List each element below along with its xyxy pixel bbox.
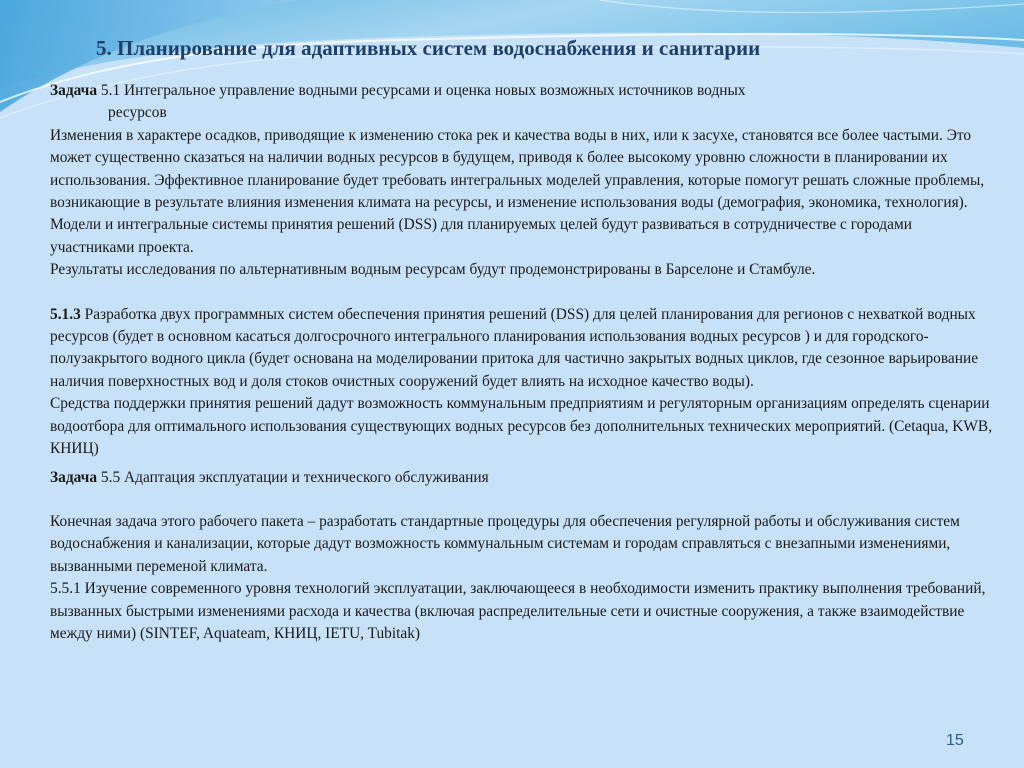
task-label: Задача	[50, 82, 98, 99]
task-5-1-results: Результаты исследования по альтернативным водным ресурсам будут продемонстрированы в Барселоне и Стамбуле.	[50, 261, 816, 279]
subtask-text: Разработка двух программных систем обеспечения принятия решений (DSS) для целей планирования для регионов с нехваткой водных ресурсов (будет в основном касаться долгосрочного интегрального планирования использования водных ресурсов ) и для городского-полузакрытого водного цикла (будет основана на моделировании притока для частично закрытых водных циклов, где сезонное варьирование наличия поверхностных вод и доля стоков очистных сооружений будет влиять на исходное качество воды).	[50, 305, 979, 390]
subtask-label: 5.1.3	[50, 305, 81, 323]
task-5-5-heading	[50, 467, 995, 489]
task-label: Задача	[50, 468, 98, 486]
subtask-5-1-3	[50, 304, 995, 394]
task-text: 5.1 Интегральное управление водными ресурсами и оценка новых возможных источников водных	[97, 82, 746, 99]
slide-body	[50, 80, 995, 645]
task-5-1-description: Изменения в характере осадков, приводящие к изменению стока рек и качества воды в них, или к засухе, становятся все более частыми. Это может существенно сказаться на наличии водных ресурсов в будущем, приводя к более высокому уровню сложности в планировании их использования. Эффективное планирование будет требовать интегральных моделей управления, которые помогут решать сложные проблемы, возникающие в результате влияния изменения климата на ресурсы, и изменение использования воды (демография, экономика, технология). Модели и интегральные системы принятия решений (DSS) для планируемых целей будут развиваться в сотрудничестве с городами участниками проекта.	[50, 126, 985, 256]
task-text: 5.5 Адаптация эксплуатации и технического обслуживания	[97, 468, 489, 486]
page-number: 15	[946, 732, 964, 749]
task-5-1-heading	[50, 80, 995, 102]
spacer	[50, 282, 995, 304]
task-5-1-heading-continuation: ресурсов	[108, 104, 167, 122]
task-5-5-description: Конечная задача этого рабочего пакета – разработать стандартные процедуры для обеспечения регулярной работы и обслуживания систем водоснабжения и канализации, которые дадут возможность коммунальным системам и городам справляться с внезапными изменениями, вызванными переменой климата.	[50, 512, 960, 575]
spacer	[50, 489, 995, 511]
slide-title: 5. Планирование для адаптивных систем водоснабжения и санитарии	[96, 36, 761, 60]
subtask-5-1-3-support: Средства поддержки принятия решений дадут возможность коммунальным предприятиям и регуляторным организациям определять сценарии водоотбора для оптимального использования существующих водных ресурсов без дополнительных технических мероприятий. (Cetaqua, KWB, КНИЦ)	[50, 395, 993, 458]
subtask-5-5-1: 5.5.1 Изучение современного уровня технологий эксплуатации, заключающееся в необходимости изменить практику выполнения требований, вызванных быстрыми изменениями расхода и качества (включая распределительные сети и очистные сооружения, а также взаимодействие между ними) (SINTEF, Aquateam, КНИЦ, IETU, Tubitak)	[50, 580, 986, 642]
